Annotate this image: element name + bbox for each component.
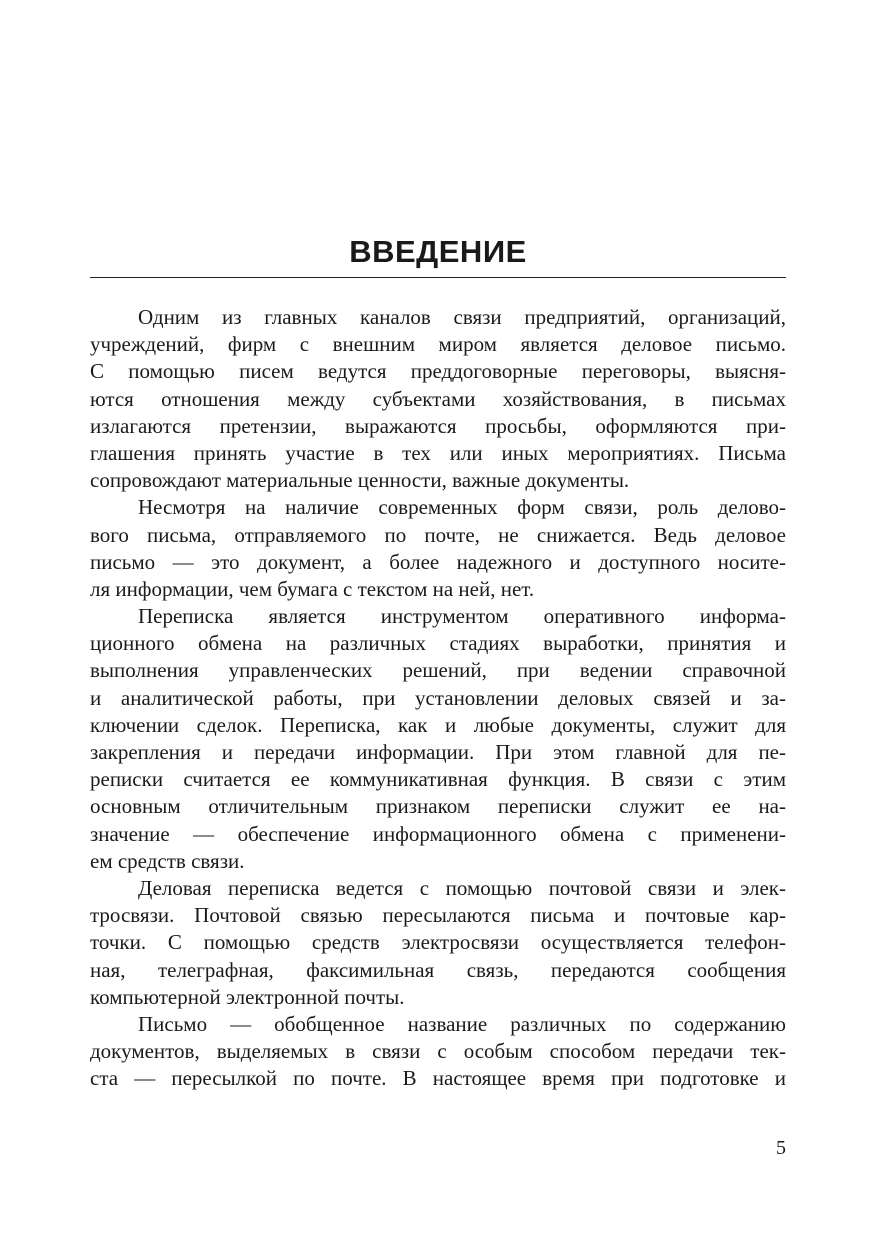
title-rule — [90, 277, 786, 278]
paragraph-line: документов, выделяемых в связи с особым способом передачи тек- — [90, 1039, 786, 1064]
book-page — [90, 0, 786, 1240]
paragraph-line: основным отличительным признаком переписки служит ее на- — [90, 794, 786, 819]
paragraph-line: письмо — это документ, а более надежного и доступного носите- — [90, 549, 786, 574]
paragraph-line: излагаются претензии, выражаются просьбы, оформляются при- — [90, 413, 786, 438]
paragraph-line: точки. С помощью средств электросвязи осуществляется телефон- — [90, 930, 786, 955]
paragraph-line: закрепления и передачи информации. При этом главной для пе- — [90, 740, 786, 764]
paragraph-line: С помощью писем ведутся преддоговорные переговоры, выясня- — [90, 359, 786, 384]
paragraph-line: Несмотря на наличие современных форм связи, роль делово- — [138, 495, 786, 520]
paragraph-line: Одним из главных каналов связи предприятий, организаций, — [138, 305, 786, 329]
paragraph-line: тросвязи. Почтовой связью пересылаются письма и почтовые кар- — [90, 903, 786, 928]
paragraph-line: ста — пересылкой по почте. В настоящее время при подготовке и — [90, 1066, 786, 1091]
paragraph-line: ля информации, чем бумага с текстом на ней, нет. — [90, 576, 535, 601]
paragraph-line: Деловая переписка ведется с помощью почтовой связи и элек- — [138, 875, 786, 900]
paragraph-line: компьютерной электронной почты. — [90, 984, 405, 1009]
paragraph-line: глашения принять участие в тех или иных мероприятиях. Письма — [90, 440, 786, 465]
paragraph-line: ная, телеграфная, факсимильная связь, передаются сообщения — [90, 957, 786, 982]
paragraph-line: выполнения управленческих решений, при ведении справочной — [90, 658, 786, 683]
body-text — [90, 304, 786, 1092]
paragraph-line: и аналитической работы, при установлении деловых связей и за- — [90, 685, 786, 710]
paragraph-line: ключении сделок. Переписка, как и любые документы, служит для — [90, 712, 786, 737]
paragraph-line: Письмо — обобщенное название различных по содержанию — [138, 1011, 786, 1036]
paragraph-line: учреждений, фирм с внешним миром является деловое письмо. — [90, 332, 786, 357]
chapter-title: ВВЕДЕНИЕ — [349, 234, 527, 269]
paragraph-line: ются отношения между субъектами хозяйствования, в письмах — [90, 386, 786, 411]
paragraph-line: вого письма, отправляемого по почте, не снижается. Ведь деловое — [90, 522, 786, 547]
paragraph-line: ционного обмена на различных стадиях выработки, принятия и — [90, 631, 786, 656]
paragraph-line: ем средств связи. — [90, 848, 245, 873]
paragraph-line: Переписка является инструментом оперативного информа- — [138, 604, 786, 629]
paragraph-line: значение — обеспечение информационного обмена с применени- — [90, 821, 786, 846]
paragraph-line: сопровождают материальные ценности, важные документы. — [90, 468, 630, 493]
page-number: 5 — [776, 1137, 786, 1159]
paragraph-line: реписки считается ее коммуникативная функция. В связи с этим — [90, 767, 786, 792]
